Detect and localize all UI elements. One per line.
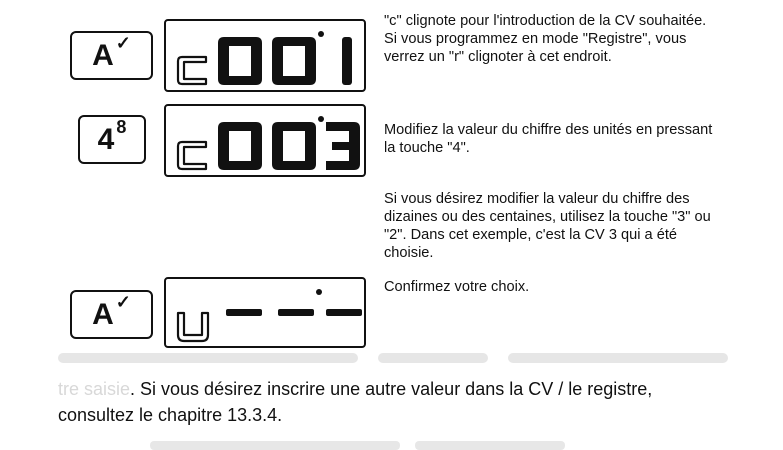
key-label: A <box>92 38 114 72</box>
note-units: Modifiez la valeur du chiffre des unités en pressant la touche "4". <box>384 122 713 156</box>
key-a-confirm-2[interactable] <box>70 290 153 339</box>
bottom-text: . Si vous désirez inscrire une autre valeur dans la CV / le registre, consultez le chapitre 13.3.4. <box>58 379 653 425</box>
key-label: A <box>92 297 114 331</box>
lcd-digits-c003 <box>166 106 368 179</box>
note-confirm: Confirmez votre choix. <box>384 279 530 295</box>
lcd-digits-u-dashes <box>166 279 368 350</box>
bleed-through-heading <box>150 437 570 450</box>
lcd-display-cv-001 <box>164 19 366 92</box>
lcd-display-confirm <box>164 277 366 348</box>
key-superscript: 8 <box>116 117 127 137</box>
lcd-digits-c001 <box>166 21 368 94</box>
key-4-units[interactable] <box>78 115 146 164</box>
checkmark-icon: ✓ <box>115 33 131 53</box>
checkmark-icon: ✓ <box>115 292 131 312</box>
lcd-display-cv-003 <box>164 104 366 177</box>
bottom-paragraph <box>58 376 723 428</box>
key-a-confirm[interactable] <box>70 31 153 80</box>
note-tens-hundreds: Si vous désirez modifier la valeur du chiffre des dizaines ou des centaines, utilisez la touche "3" ou "2". Dans cet exemple, c'est la CV 3 qui a été choisie. <box>384 191 711 261</box>
key-label: 4 <box>97 122 115 156</box>
bleed-through-line <box>58 346 758 370</box>
note-cv-prompt: "c" clignote pour l'introduction de la CV souhaitée. Si vous programmez en mode "Registre", vous verrez un "r" clignoter à cet endroit. <box>384 13 707 65</box>
faded-fragment: tre saisie <box>58 379 131 399</box>
